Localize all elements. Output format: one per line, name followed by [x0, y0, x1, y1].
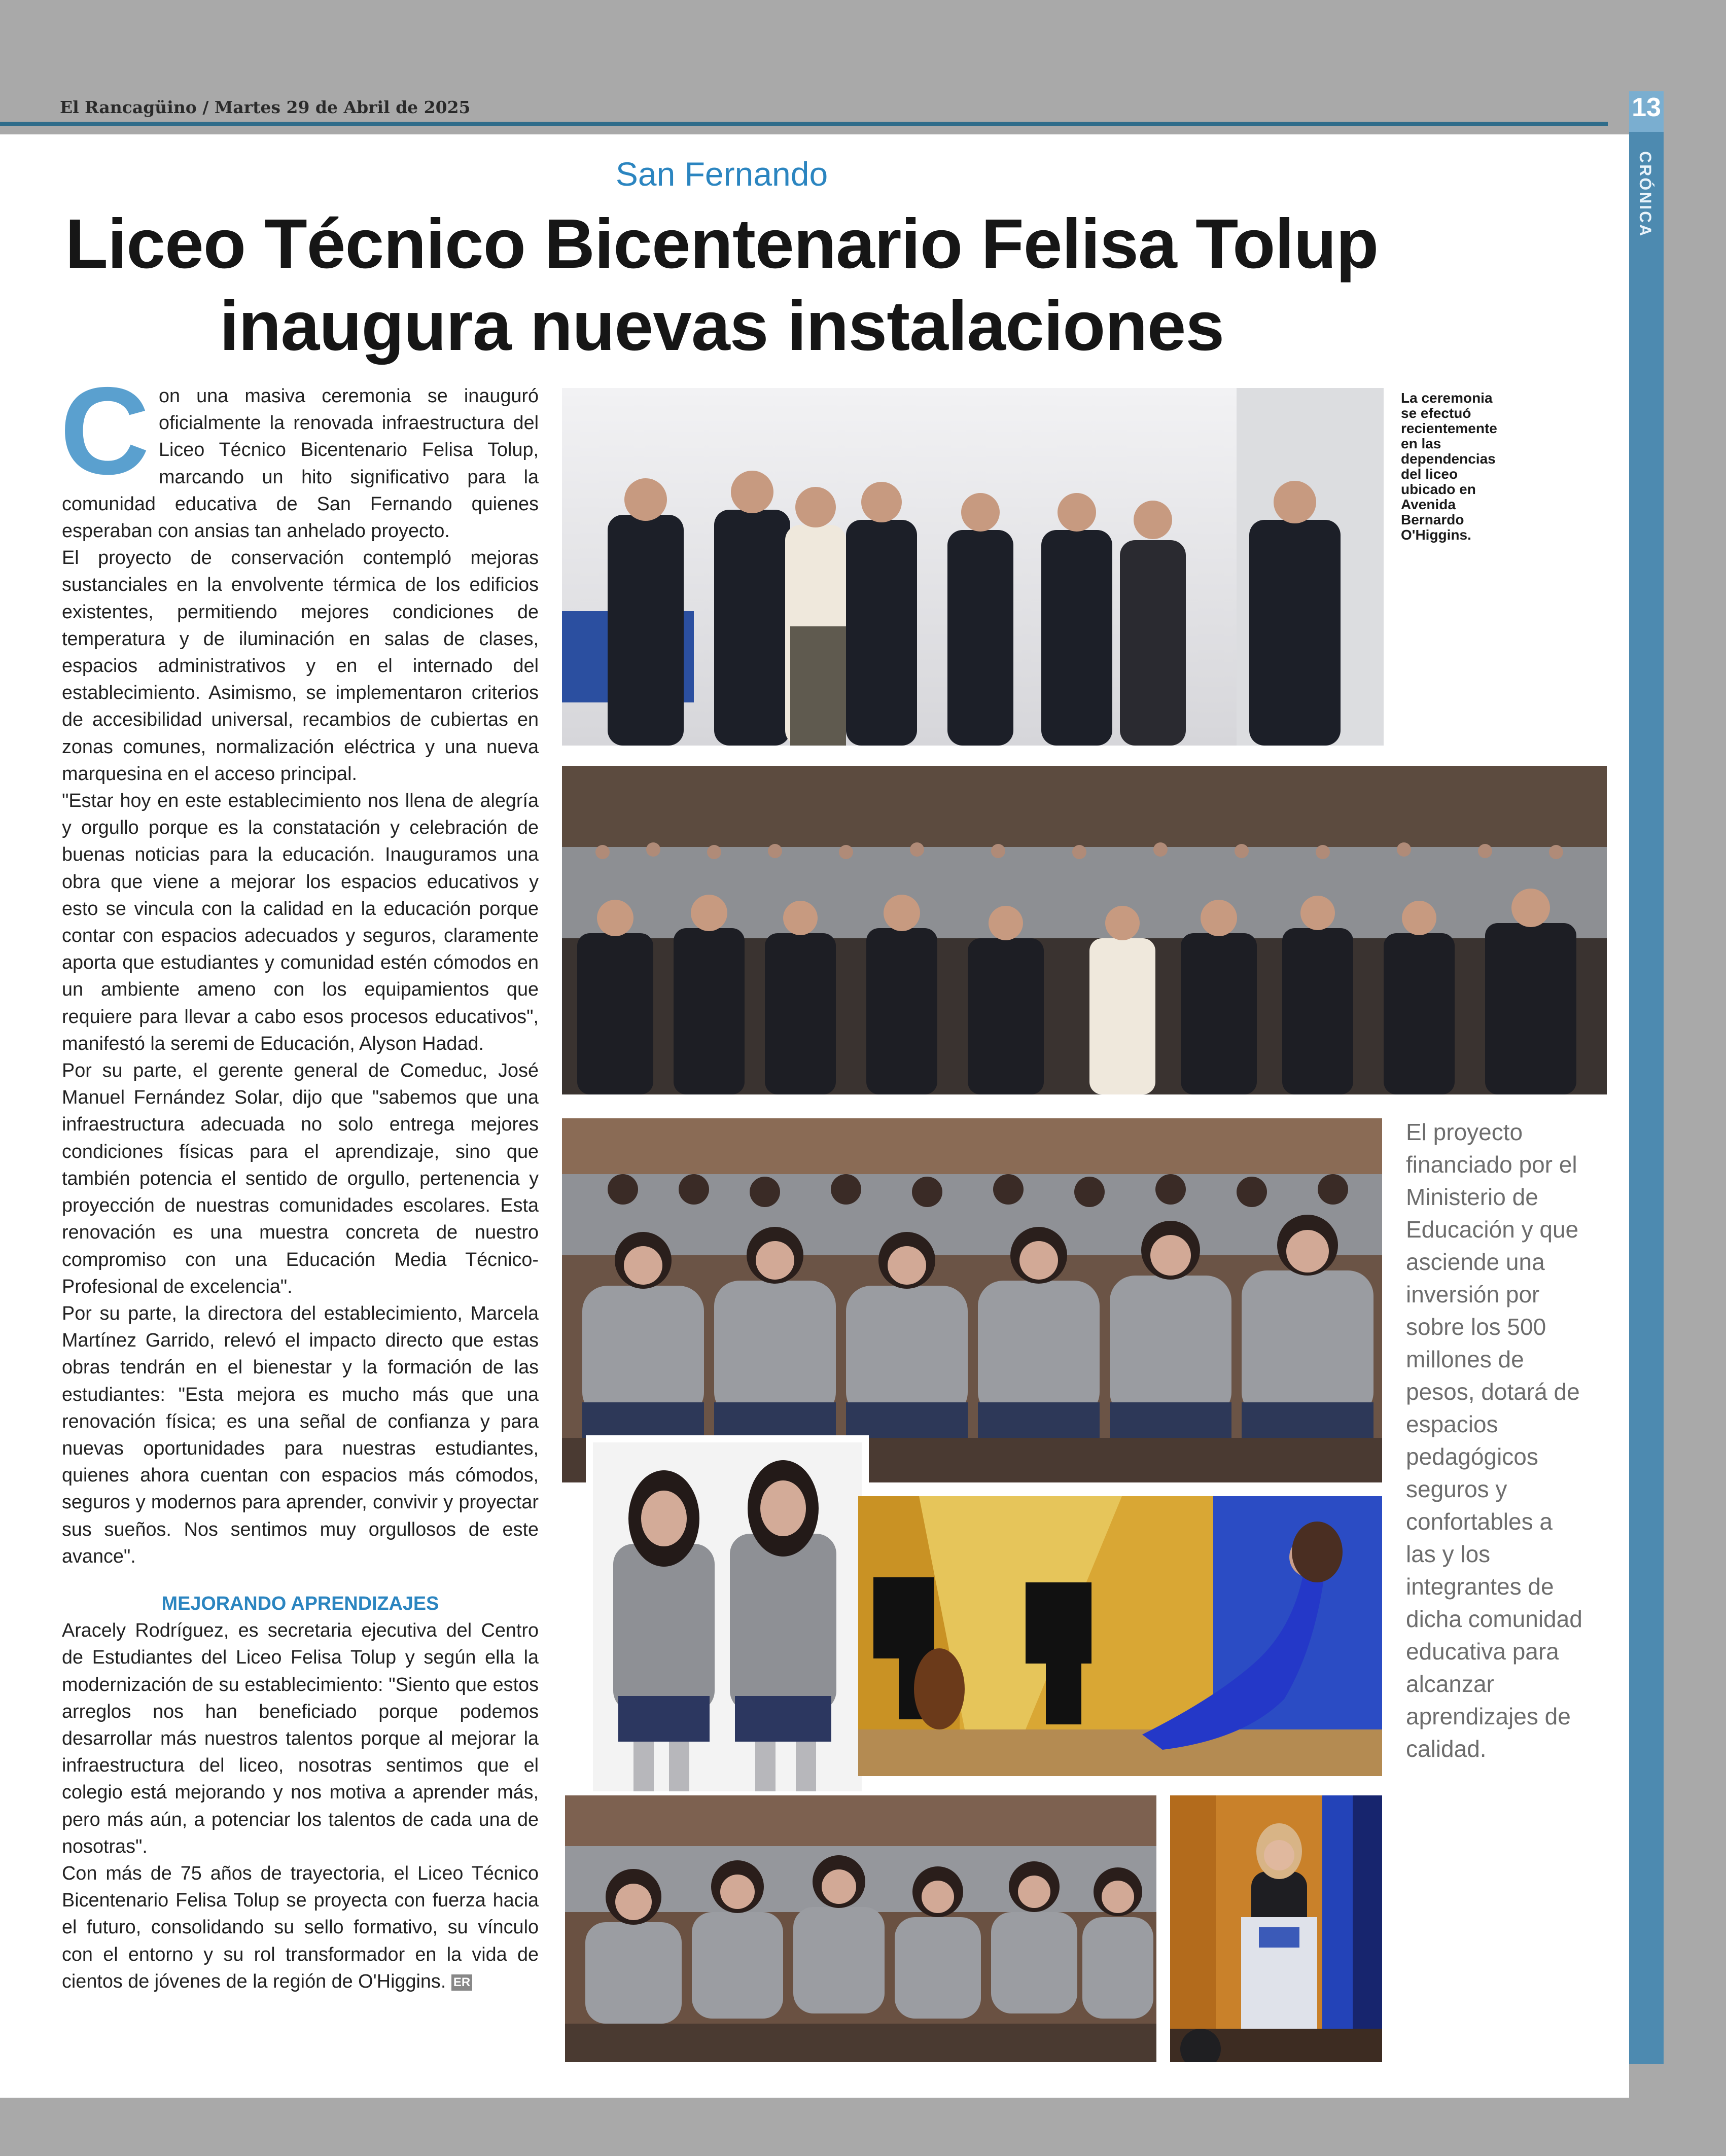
paragraph-1 — [60, 361, 539, 545]
section-tab — [1629, 91, 1664, 2064]
publication-name: El Rancagüino — [60, 97, 197, 117]
photo-dance-performance — [858, 1496, 1382, 1776]
issue-date: Martes 29 de Abril de 2025 — [214, 97, 471, 117]
section-subhead: MEJORANDO APRENDIZAJES — [161, 1593, 439, 1614]
paragraph-2: El proyecto de conservación contempló mejoras sustanciales en la envolvente térmica de los edificios existentes, permitiendo mejores condiciones de temperatura y de iluminación en salas de clases, espacios administrativos y en el internado del establecimiento. Asimismo, se implementaron criterios de accesibilidad universal, recambios de cubiertas en zonas comunes, normalización eléctrica y una nueva marquesina en el acceso principal. — [62, 547, 539, 785]
section-label — [1632, 147, 1661, 249]
photo-speaker-podium — [1170, 1795, 1382, 2062]
page-number: 13 — [1632, 93, 1661, 122]
folio-line — [60, 97, 471, 117]
paragraph-5: Por su parte, la directora del establecimiento, Marcela Martínez Garrido, relevó el impacto directo que estas obras tendrán en el bienestar y la formación de las estudiantes: "Esta mejora es mucho más que una renovación física; es una señal de confianza y para nuevas oportunidades para nuestras estudiantes, quienes ahora cuentan con espacios más cómodos, seguros y modernos para aprender, convivir y proyectar sus sueños. Nos sentimos muy orgullosos de este avance". — [62, 1302, 539, 1567]
headline-line-1: Liceo Técnico Bicentenario Felisa Tolup — [65, 205, 1379, 283]
paragraph-6: Aracely Rodríguez, es secretaria ejecutiva del Centro de Estudiantes del Liceo Felisa Tolup y según ella la modernización de su establecimiento: "Siento que estos arreglos nos han beneficiado porque podemos desarrollar más nuestros talentos porque al mejorar la infraestructura del liceo, nosotras sentimos que el colegio está mejorando y nos motiva a aprender más, pero más aún, a potenciar los talentos de cada una de nosotras". — [62, 1620, 539, 1857]
section-label-text: CRÓNICA — [1636, 151, 1654, 238]
paragraph-4: Por su parte, el gerente general de Comeduc, José Manuel Fernández Solar, dijo que "sabemos que una infraestructura adecuada no solo entrega mejores condiciones físicas para el aprendizaje, sino que también potencia el sentido de orgullo, pertenencia y proyección de nuestras comunidades escolares. Esta renovación es una muestra concreta de nuestro compromiso con una Educación Media Técnico-Profesional de excelencia". — [62, 1060, 539, 1297]
paragraph-3: "Estar hoy en este establecimiento nos llena de alegría y orgullo porque es la constatación y celebración de buenas noticias para la educación. Inauguramos una obra que viene a mejorar los espacios educativos y esto se vincula con la calidad en la educación porque contar con espacios adecuados y seguros, claramente aporta que estudiantes y comunidad estén cómodos en un ambiente ameno con los equipamientos que requiere para llevar a cabo esos procesos educativos", manifestó la seremi de Educación, Alyson Hadad. — [62, 790, 539, 1054]
paragraph-7-text: Con más de 75 años de trayectoria, el Liceo Técnico Bicentenario Felisa Tolup se proyecta con fuerza hacia el futuro, consolidando su sello formativo, su vínculo con el entorno y su rol transformador en la vida de cientos de jóvenes de la región de O'Higgins. — [62, 1862, 539, 1992]
article-kicker: San Fernando — [615, 155, 828, 193]
article-body — [60, 361, 539, 1995]
article-headline — [0, 203, 1443, 367]
drop-cap: C — [60, 361, 150, 500]
photo-caption-ceremony: La ceremonia se efectuó recientemente en las dependencias del liceo ubicado en Avenida Bernardo O'Higgins. — [1401, 390, 1497, 543]
paragraph-1-text: on una masiva ceremonia se inauguró oficialmente la renovada infraestructura del Liceo Técnico Bicentenario Felisa Tolup, marcando un hito significativo para la comunidad educativa de San Fernando quienes esperaban con ansias tan anhelado proyecto. — [62, 385, 539, 542]
photo-students-rows — [565, 1795, 1156, 2062]
paragraph-7 — [62, 1860, 539, 1995]
header-rule — [0, 122, 1608, 126]
headline-line-2: inaugura nuevas instalaciones — [219, 287, 1224, 365]
photo-two-students — [586, 1435, 869, 1798]
end-mark-logo: ER — [451, 1974, 472, 1991]
photo-students-seated — [562, 1118, 1382, 1482]
photo-group-auditorium — [562, 766, 1607, 1094]
photo-officials-ceremony — [562, 388, 1384, 746]
folio-separator: / — [202, 97, 209, 117]
sidebar-caption-investment: El proyecto financiado por el Ministerio de Educación y que asciende una inversión por sobre los 500 millones de pesos, dotará de espacios pedagógicos seguros y confortables a las y los integrantes de dicha comunidad educativa para alcanzar aprendizajes de calidad. — [1406, 1119, 1582, 1762]
